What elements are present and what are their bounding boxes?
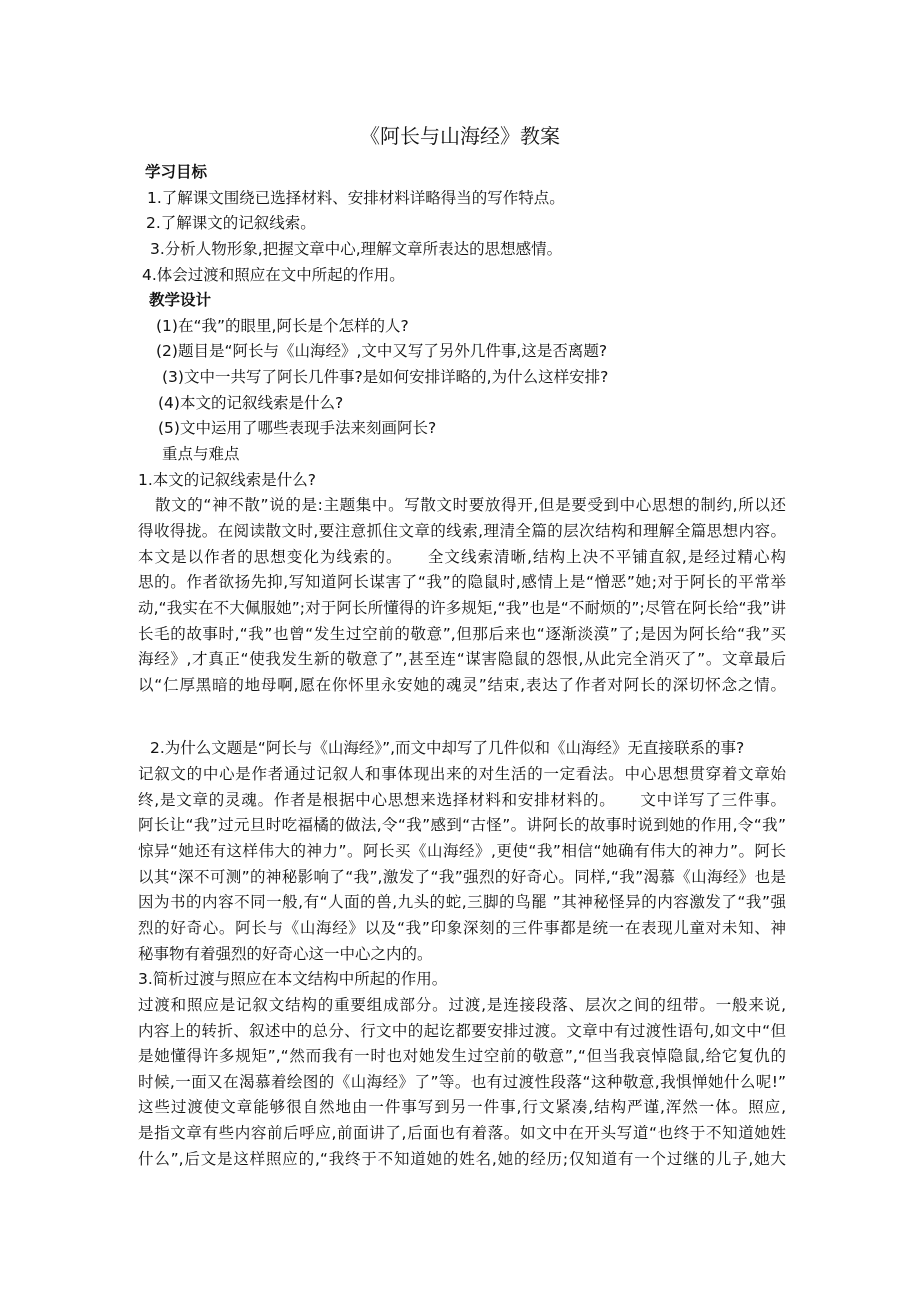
paragraph-line: 因为书的内容不同一般,有“人面的兽,九头的蛇,三脚的鸟罷 ”其神秘怪异的内容激发了“我”强 [138,893,786,912]
key-points-label: 重点与难点 [162,445,240,464]
paragraph-line: 长毛的故事时,“我”也曾“发生过空前的敬意”,但那后来也“逐渐淡漠”了;是因为阿长给“我”买 [138,624,786,643]
paragraph-line: 海经》,才真正“使我发生新的敬意了”,甚至连“谋害隐鼠的怨恨,从此完全消灭了”。文章最后 [138,650,786,669]
paragraph-line: 记叙文的中心是作者通过记叙人和事体现出来的对生活的一定看法。中心思想贯穿着文章始 [138,765,786,784]
document-title: 《阿长与山海经》教案 [360,124,560,148]
section-heading: 2.为什么文题是“阿长与《山海经》”,而文中却写了几件似和《山海经》无直接联系的事? [150,739,745,758]
paragraph-line: 以其“深不可测”的神秘影响了“我”,激发了“我”强烈的好奇心。同样,“我”渴慕《山海经》也是 [138,867,786,886]
paragraph-line: 散文的“神不散”说的是:主题集中。写散文时要放得开,但是要受到中心思想的制约,所以还 [155,496,786,515]
paragraph-line: 是她懂得许多规矩”,“然而我有一时也对她发生过空前的敬意”,“但当我哀悼隐鼠,给它复仇的 [138,1047,786,1066]
paragraph-line: 烈的好奇心。阿长与《山海经》以及“我”印象深刻的三件事都是统一在表现儿童对未知、神 [138,918,786,937]
design-question: (1)在“我”的眼里,阿长是个怎样的人? [156,316,409,335]
design-question: (2)题目是“阿长与《山海经》,文中又写了另外几件事,这是否离题? [156,342,608,361]
paragraph-line: 惊异“她还有这样伟大的神力”。阿长买《山海经》,更使“我”相信“她确有伟大的神力”。阿长 [138,842,786,861]
paragraph-line: 这些过渡使文章能够很自然地由一件事写到另一件事,行文紧凑,结构严谨,浑然一体。照应, [138,1098,786,1117]
design-heading: 教学设计 [149,291,212,310]
document-body [138,160,786,1172]
paragraph-line: 思的。作者欲扬先抑,写知道阿长谋害了“我”的隐鼠时,感情上是“憎恶”她;对于阿长的平常举 [138,573,786,592]
paragraph-line: 内容上的转折、叙述中的总分、行文中的起讫都要安排过渡。文章中有过渡性语句,如文中“但 [138,1021,786,1040]
paragraph-line: 时候,一面又在渴慕着绘图的《山海经》了”等。也有过渡性段落“这种敬意,我惧惮她什么呢!” [138,1072,786,1091]
design-question: (3)文中一共写了阿长几件事?是如何安排详略的,为什么这样安排? [162,368,609,387]
objective-item: 4.体会过渡和照应在文中所起的作用。 [142,265,405,284]
paragraph-line: 秘事物有着强烈的好奇心这一中心之内的。 [138,944,433,963]
objective-item: 3.分析人物形象,把握文章中心,理解文章所表达的思想感情。 [150,239,563,258]
design-question: (4)本文的记叙线索是什么? [158,393,344,412]
paragraph-line: 动,“我实在不大佩服她”;对于阿长所懂得的许多规矩,“我”也是“不耐烦的”;尽管在阿长给“我”讲 [138,598,786,617]
objectives-heading: 学习目标 [145,163,208,181]
paragraph-line: 得收得拢。在阅读散文时,要注意抓住文章的线索,理清全篇的层次结构和理解全篇思想内容。 [138,521,786,540]
design-question: (5)文中运用了哪些表现手法来刻画阿长? [158,419,437,438]
paragraph-line: 本文是以作者的思想变化为线索的。 全文线索清晰,结构上决不平铺直叙,是经过精心构 [138,547,786,566]
paragraph-line: 是指文章有些内容前后呼应,前面讲了,后面也有着落。如文中在开头写道“也终于不知道她姓 [138,1124,786,1143]
paragraph-line: 终,是文章的灵魂。作者是根据中心思想来选择材料和安排材料的。 文中详写了三件事。 [138,790,786,809]
paragraph-line: 什么”,后文是这样照应的,“我终于不知道她的姓名,她的经历;仅知道有一个过继的儿子,她大 [138,1149,786,1168]
paragraph-line: 以“仁厚黑暗的地母啊,愿在你怀里永安她的魂灵”结束,表达了作者对阿长的深切怀念之情。 [138,675,786,694]
paragraph-line: 过渡和照应是记叙文结构的重要组成部分。过渡,是连接段落、层次之间的纽带。一般来说, [138,995,786,1014]
objective-item: 2.了解课文的记叙线索。 [146,214,316,233]
section-heading: 1.本文的记叙线索是什么? [138,470,317,489]
section-heading: 3.简析过渡与照应在本文结构中所起的作用。 [138,970,448,989]
paragraph-line: 阿长让“我”过元旦时吃福橘的做法,令“我”感到“古怪”。讲阿长的故事时说到她的作用,令“我” [138,816,786,835]
objective-item: 1.了解课文围绕已选择材料、安排材料详略得当的写作特点。 [147,188,565,207]
